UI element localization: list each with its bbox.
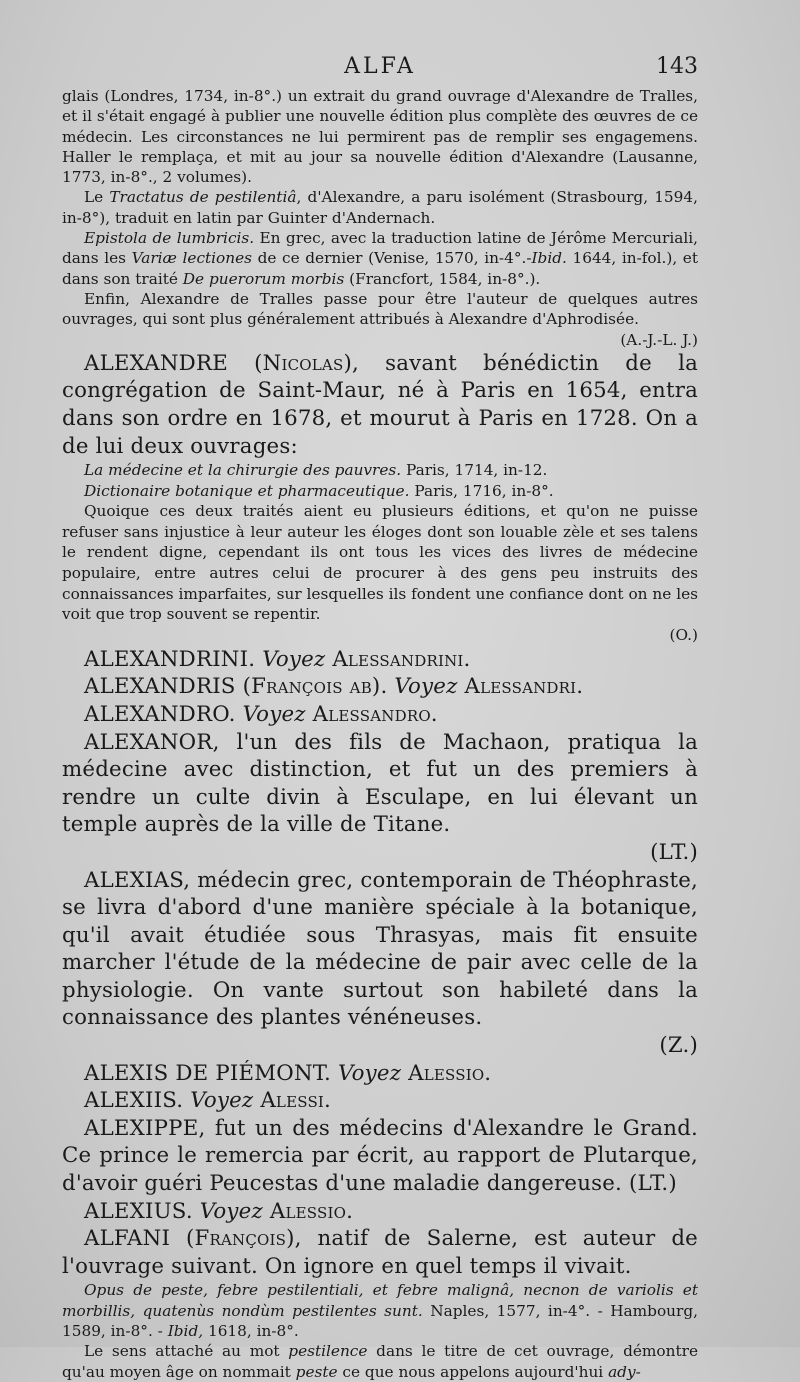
entry-alexanor: ALEXANOR, l'un des fils de Machaon, pratiqua la médecine avec distinction, et fut un des premiers à rendre un culte divin à Esculape, en lui élevant un temple auprès de la ville de Titane. (LT.)	[62, 729, 698, 865]
paragraph-epistola: Epistola de lumbricis. En grec, avec la traduction latine de Jérôme Mercuriali, dans les Variæ lectiones de ce dernier (Venise, 1570, in-4°.-Ibid. 1644, in-fol.), et dans son traité De puerorum morbis (Francfort, 1584, in-8°.).	[62, 229, 699, 288]
signature: (LT.)	[650, 839, 698, 865]
work-listing: Dictionaire botanique et pharmaceutique. Paris, 1716, in-8°.	[84, 481, 554, 500]
entry-alexandre: ALEXANDRE (Nicolas), savant bénédictin de la congrégation de Saint-Maur, né à Paris en 1654, entra dans son ordre en 1678, et mourut à Paris en 1728. On a de lui deux ouvrages:	[62, 350, 699, 459]
work-title: Epistola de lumbricis.	[84, 229, 255, 248]
entry-alfani: ALFANI (François), natif de Salerne, est auteur de l'ouvrage suivant. On ignore en quel temps il vivait.	[62, 1226, 698, 1279]
running-title: ALFA	[344, 54, 416, 79]
xref-alexiis: ALEXIIS. Voyez Alessi.	[84, 1088, 332, 1114]
signature: (Z.)	[659, 1033, 698, 1059]
xref-alexandrini: ALEXANDRINI. Voyez Alessandrini.	[84, 646, 471, 672]
xref-alexandris: ALEXANDRIS (François ab). Voyez Alessandri.	[84, 674, 584, 700]
paragraph-pestilence: Le sens attaché au mot pestilence dans le titre de cet ouvrage, démontre qu'au moyen âge on nommait peste ce que nous appelons aujourd'hui ady-	[62, 1342, 698, 1381]
work-title: Tractatus de pestilentiâ	[109, 188, 297, 207]
entry-headword: ALEXANOR	[84, 729, 213, 755]
xref-alexandro: ALEXANDRO. Voyez Alessandro.	[84, 701, 438, 727]
signature: (A.-J.-L. J.)	[620, 330, 698, 349]
signature: (O.)	[669, 626, 698, 645]
work-listing: La médecine et la chirurgie des pauvres. Paris, 1714, in-12.	[84, 461, 548, 480]
entry-alexias: ALEXIAS, médecin grec, contemporain de Théophraste, se livra d'abord d'une manière spéciale à la botanique, qu'il avait étudiée sous Thrasyas, mais fit ensuite marcher l'étude de la médecine de pair avec celle de la physiologie. On vante surtout son habileté dans la connaissance des plantes vénéneuses. (Z.)	[62, 867, 698, 1059]
page-header	[62, 52, 698, 86]
entry-headword: ALEXANDRE	[84, 350, 228, 376]
entry-headword: ALEXIPPE	[84, 1115, 199, 1141]
xref-alexis-de-piemont: ALEXIS DE PIÉMONT. Voyez Alessio.	[84, 1060, 492, 1086]
xref-alexius: ALEXIUS. Voyez Alessio.	[84, 1198, 354, 1224]
page-number: 143	[656, 54, 698, 79]
work-listing-opus: Opus de peste, febre pestilentiali, et febre malignâ, necnon de variolis et morbillis, quatenùs nondùm pestilentes sunt. Naples, 1577, in-4°. - Hambourg, 1589, in-8°. - Ibid, 1618, in-8°.	[62, 1281, 698, 1340]
entry-alexippe: ALEXIPPE, fut un des médecins d'Alexandre le Grand. Ce prince le remercia par écrit, au rapport de Plutarque, d'avoir guéri Peucestas d'une maladie dangereuse. (LT.)	[62, 1115, 698, 1197]
paragraph-other-works: Enfin, Alexandre de Tralles passe pour être l'auteur de quelques autres ouvrages, qui sont plus généralement attribués à Alexandre d'Aphrodisée.	[62, 289, 698, 329]
paragraph-tralles-editions: glais (Londres, 1734, in-8°.) un extrait du grand ouvrage d'Alexandre de Tralles, et il s'était engagé à publier une nouvelle édition plus complète des œuvres de ce médecin. Les circonstances ne lui permirent pas de remplir ses engagemens. Haller le remplaça, et mit au jour sa nouvelle édition d'Alexandre (Lausanne, 1773, in-8°., 2 volumes).	[62, 87, 698, 187]
paragraph-tractatus: Le Tractatus de pestilentiâ, d'Alexandre, a paru isolément (Strasbourg, 1594, in-8°), traduit en latin par Guinter d'Andernach.	[62, 188, 698, 227]
signature: (LT.)	[629, 1171, 677, 1197]
entry-headword: ALFANI	[84, 1226, 171, 1252]
paragraph-commentary: Quoique ces deux traités aient eu plusieurs éditions, et qu'on ne puisse refuser sans injustice à leur auteur les éloges dont son louable zèle et ses talens le rendent digne, cependant ils ont tous les vices des livres de médecine populaire, entre autres celui de procurer à des gens peu instruits des connaissances imparfaites, sur lesquelles ils fondent une confiance dont on ne les voit que trop souvent se repentir. (O.)	[62, 501, 698, 645]
entry-headword: ALEXIAS	[84, 867, 184, 893]
page-content	[62, 52, 698, 1382]
